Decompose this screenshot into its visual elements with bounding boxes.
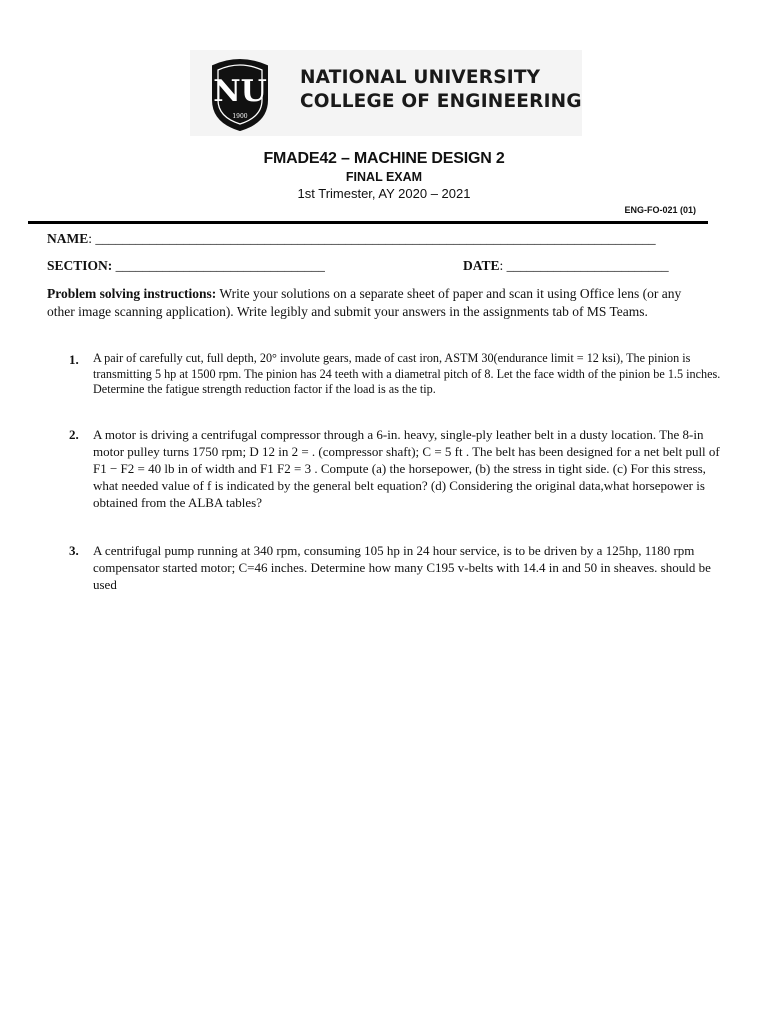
name-label: NAME xyxy=(47,231,89,246)
problem-text: A motor is driving a centrifugal compressor through a 6-in. heavy, single-ply leather belt in a dusty location. The 8-in motor pulley turns 1750 rpm; D 12 in 2 = . (compressor shaft); C = 5 ft . The belt has been designed for a net belt pull of F1 − F2 = 40 lb in of width and F1 F2 = 3 . Compute (a) the horsepower, (b) the stress in tight side. (c) For this stress, what needed value of f is indicated by the general belt equation? (d) Considering the original data,what horsepower is obtained from the ALBA tables? xyxy=(93,427,720,510)
course-title: FMADE42 – MACHINE DESIGN 2 xyxy=(263,150,505,167)
problem-3 xyxy=(47,542,725,593)
term-label: 1st Trimester, AY 2020 – 2021 xyxy=(297,186,471,201)
problem-2 xyxy=(47,426,725,511)
exam-label: FINAL EXAM xyxy=(345,170,423,184)
problem-1 xyxy=(47,351,725,398)
university-logo-icon xyxy=(205,56,275,132)
instructions-text: Write your solutions on a separate sheet of paper and scan it using Office lens (or any other image scanning application). Write legibly and submit your answers in the assignments tab of MS Teams. xyxy=(47,286,682,319)
name-field[interactable] xyxy=(47,231,656,247)
section-label: SECTION: xyxy=(47,258,113,273)
name-line: : ___________________________________________________________________________________ xyxy=(88,231,656,246)
problem-number: 2. xyxy=(69,427,79,442)
header-divider xyxy=(28,221,708,224)
instructions-label: Problem solving instructions: xyxy=(47,286,217,301)
date-field[interactable] xyxy=(463,258,669,274)
logo-letters: NU xyxy=(213,74,267,109)
problem-number: 3. xyxy=(69,543,79,558)
problem-number: 1. xyxy=(69,352,79,367)
university-line-1: NATIONAL UNIVERSITY xyxy=(300,67,541,88)
university-line-2: COLLEGE OF ENGINEERING xyxy=(300,91,582,112)
logo-year: 1900 xyxy=(232,113,248,120)
problem-text: A pair of carefully cut, full depth, 20° involute gears, made of cast iron, ASTM 30(endurance limit = 12 ksi), The pinion is transmitting 5 hp at 1500 rpm. The pinion has 24 teeth with a diametral pitch of 8. Let the face width of the pinion be 1.5 inches. Determine the fatigue strength reduction factor if the load is as the tip. xyxy=(93,351,721,396)
date-line: : ________________________ xyxy=(499,258,669,273)
university-name xyxy=(300,66,582,114)
instructions xyxy=(47,285,707,320)
section-line: _______________________________ xyxy=(112,258,325,273)
section-field[interactable] xyxy=(47,258,325,274)
form-code: ENG-FO-021 (01) xyxy=(624,205,696,215)
date-label: DATE xyxy=(463,258,500,273)
problem-text: A centrifugal pump running at 340 rpm, consuming 105 hp in 24 hour service, is to be driven by a 125hp, 1180 rpm compensator started motor; C=46 inches. Determine how many C195 v-belts with 14.4 in and 50 in sheaves. should be used xyxy=(93,543,711,592)
